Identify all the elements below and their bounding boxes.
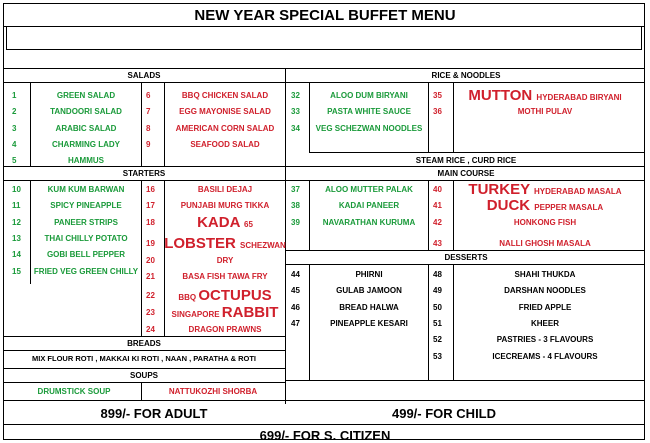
item-number: 49: [433, 286, 442, 296]
item-name: PUNJABI MURG TIKKA: [180, 201, 270, 210]
soup-nattukozhi: NATTUKOZHI SHORBA: [168, 387, 258, 396]
item-name: KHEER: [530, 318, 560, 328]
item-name: GREEN SALAD: [56, 91, 116, 100]
menu-item: [468, 88, 621, 103]
item-name: NALLI GHOSH MASALA: [499, 239, 591, 248]
item-name: PASTA WHITE SAUCE: [327, 107, 411, 117]
item-number: 16: [146, 185, 155, 194]
item-number: 35: [433, 91, 442, 100]
menu-item: [504, 286, 586, 296]
item-name: HAMMUS: [68, 156, 104, 166]
item-number: 4: [12, 139, 17, 149]
item-prefix: SINGAPORE: [171, 310, 222, 319]
menu-item: [336, 286, 402, 296]
item-number: 1: [12, 91, 17, 100]
menu-item: [519, 303, 572, 313]
item-highlight: TURKEY: [468, 181, 535, 198]
item-name: BASILI DEJAJ: [197, 185, 253, 194]
menu-item: [57, 91, 115, 101]
item-number: 6: [146, 91, 151, 100]
item-name: HONKONG FISH: [513, 218, 577, 227]
menu-item: [497, 335, 594, 345]
item-name: KADAI PANEER: [338, 201, 400, 211]
item-number: 47: [291, 318, 300, 328]
menu-item: [330, 319, 408, 329]
item-highlight: MUTTON: [468, 87, 537, 104]
menu-item: [50, 201, 121, 211]
price-senior: 699/- FOR S. CITIZEN: [259, 428, 391, 440]
menu-item: [44, 234, 127, 244]
item-number: 36: [433, 107, 442, 117]
item-number: 14: [12, 250, 21, 260]
menu-item: [531, 319, 559, 329]
item-name: ICECREAMS - 4 FLAVOURS: [492, 351, 598, 361]
menu-item: [217, 256, 234, 266]
breads-header: BREADS: [127, 339, 161, 348]
menu-item: [189, 325, 262, 335]
item-name: PHIRNI: [355, 270, 383, 279]
menu-item: [190, 140, 259, 150]
item-number: 40: [433, 185, 442, 194]
item-name: BBQ CHICKEN SALAD: [181, 91, 269, 100]
item-number: 22: [146, 291, 155, 300]
item-name: VEG SCHEZWAN NOODLES: [315, 123, 423, 133]
item-number: 20: [146, 256, 155, 265]
item-number: 41: [433, 201, 442, 210]
starters-header: STARTERS: [122, 169, 166, 178]
item-name: PEPPER MASALA: [534, 203, 604, 212]
item-number: 10: [12, 185, 21, 194]
item-number: 44: [291, 270, 300, 279]
item-number: 50: [433, 302, 442, 312]
menu-item: [327, 107, 411, 117]
item-name: DRAGON PRAWNS: [188, 325, 262, 334]
menu-item: [197, 215, 253, 230]
item-number: 42: [433, 218, 442, 227]
item-number: 38: [291, 201, 300, 211]
item-name: HYDERABAD MASALA: [534, 187, 622, 196]
menu-item: [330, 91, 408, 101]
item-name: EGG MAYONISE SALAD: [179, 107, 271, 117]
item-number: 12: [12, 217, 21, 227]
item-number: 11: [12, 201, 21, 211]
blank-banner-box: [6, 26, 642, 50]
menu-item: [355, 270, 382, 280]
menu-item: [172, 305, 279, 320]
item-name: PINEAPPLE KESARI: [330, 318, 408, 328]
item-name: BREAD HALWA: [339, 302, 399, 312]
item-name: HYDERABAD BIRYANI: [536, 93, 622, 102]
item-number: 23: [146, 308, 155, 317]
item-number: 5: [12, 156, 17, 166]
item-name: DARSHAN NOODLES: [504, 286, 586, 296]
item-name: GOBI BELL PEPPER: [46, 250, 126, 260]
item-name: FRIED APPLE: [518, 302, 572, 312]
item-name: KUM KUM BARWAN: [47, 185, 125, 194]
menu-item: [182, 272, 267, 282]
salads-header: SALADS: [127, 71, 161, 80]
item-name: CHARMING LADY: [52, 139, 120, 149]
buffet-menu: [3, 3, 645, 440]
price-adult: 899/- FOR ADULT: [100, 406, 208, 421]
rice-noodles-footer: STEAM RICE , CURD RICE: [415, 156, 517, 165]
item-number: 37: [291, 185, 300, 194]
menu-item: [50, 107, 122, 117]
item-number: 2: [12, 107, 17, 117]
item-highlight: DUCK: [486, 197, 535, 214]
menu-item: [52, 140, 120, 150]
item-number: 46: [291, 302, 300, 312]
menu-item: [178, 288, 271, 303]
item-name: SCHEZWAN: [240, 241, 286, 250]
price-child: 499/- FOR CHILD: [391, 406, 497, 421]
item-name: SEAFOOD SALAD: [190, 139, 260, 149]
item-name: ALOO MUTTER PALAK: [325, 185, 413, 194]
item-name: ALOO DUM BIRYANI: [330, 91, 408, 100]
breads-items: MIX FLOUR ROTI , MAKKAI KI ROTI , NAAN , PARATHA & ROTI: [31, 354, 257, 363]
item-name: MOTHI PULAV: [517, 107, 573, 117]
item-number: 3: [12, 123, 17, 133]
desserts-header: DESSERTS: [444, 253, 488, 262]
item-number: 21: [146, 272, 155, 281]
menu-item: [179, 107, 271, 117]
item-number: 33: [291, 107, 300, 117]
menu-item: [514, 218, 576, 228]
menu-item: [518, 107, 573, 117]
menu-item: [316, 124, 423, 134]
menu-item: [492, 352, 597, 362]
main-course-header: MAIN COURSE: [437, 169, 495, 178]
menu-item: [182, 91, 268, 101]
item-name: NAVARATHAN KURUMA: [322, 217, 416, 227]
item-name: SPICY PINEAPPLE: [50, 201, 122, 211]
menu-item: [68, 156, 104, 166]
item-number: 34: [291, 123, 300, 133]
menu-item: [325, 185, 413, 195]
item-number: 48: [433, 270, 442, 279]
item-name: PASTRIES - 3 FLAVOURS: [496, 335, 594, 345]
menu-item: [54, 218, 118, 228]
item-number: 45: [291, 286, 300, 296]
item-number: 8: [146, 123, 151, 133]
menu-item: [181, 201, 269, 211]
item-name: SHAHI THUKDA: [514, 270, 576, 279]
item-highlight: RABBIT: [221, 304, 279, 321]
soups-header: SOUPS: [129, 371, 159, 380]
item-number: 51: [433, 318, 442, 328]
item-prefix: BBQ: [178, 293, 199, 302]
page-title: NEW YEAR SPECIAL BUFFET MENU: [194, 7, 456, 24]
soup-drumstick: DRUMSTICK SOUP: [37, 387, 111, 396]
item-name: TANDOORI SALAD: [50, 107, 122, 117]
menu-item: [198, 185, 252, 195]
item-highlight: LOBSTER: [164, 235, 241, 252]
item-number: 9: [146, 139, 151, 149]
rice-noodles-header: RICE & NOODLES: [431, 71, 501, 80]
item-name: ARABIC SALAD: [55, 123, 117, 133]
item-number: 13: [12, 233, 21, 243]
menu-item: [176, 124, 275, 134]
menu-item: [34, 267, 138, 277]
item-highlight: KADA: [197, 214, 245, 231]
item-name: THAI CHILLY POTATO: [44, 233, 128, 243]
item-number: 17: [146, 201, 155, 210]
item-name: BASA FISH TAWA FRY: [182, 272, 268, 281]
item-name: GULAB JAMOON: [336, 286, 402, 296]
menu-item: [164, 236, 286, 251]
menu-item: [323, 218, 415, 228]
item-number: 39: [291, 217, 300, 227]
menu-item: [47, 250, 125, 260]
menu-item: [499, 239, 591, 249]
menu-item: [339, 201, 399, 211]
item-name: 65: [244, 220, 253, 229]
menu-item: [48, 185, 125, 195]
item-name: DRY: [216, 256, 234, 265]
item-number: 32: [291, 91, 300, 100]
item-highlight: OCTUPUS: [198, 287, 272, 304]
item-number: 43: [433, 239, 442, 248]
item-number: 19: [146, 239, 155, 248]
menu-item: [487, 198, 603, 213]
menu-item: [56, 124, 117, 134]
item-name: PANEER STRIPS: [54, 217, 118, 227]
menu-item: [339, 303, 399, 313]
item-number: 7: [146, 107, 151, 117]
item-number: 18: [146, 218, 155, 227]
item-number: 15: [12, 266, 21, 276]
item-name: FRIED VEG GREEN CHILLY: [33, 266, 139, 276]
item-name: AMERICAN CORN SALAD: [175, 123, 275, 133]
item-number: 24: [146, 325, 155, 334]
menu-item: [468, 182, 621, 197]
menu-item: [515, 270, 576, 280]
item-number: 52: [433, 335, 442, 345]
item-number: 53: [433, 351, 442, 361]
